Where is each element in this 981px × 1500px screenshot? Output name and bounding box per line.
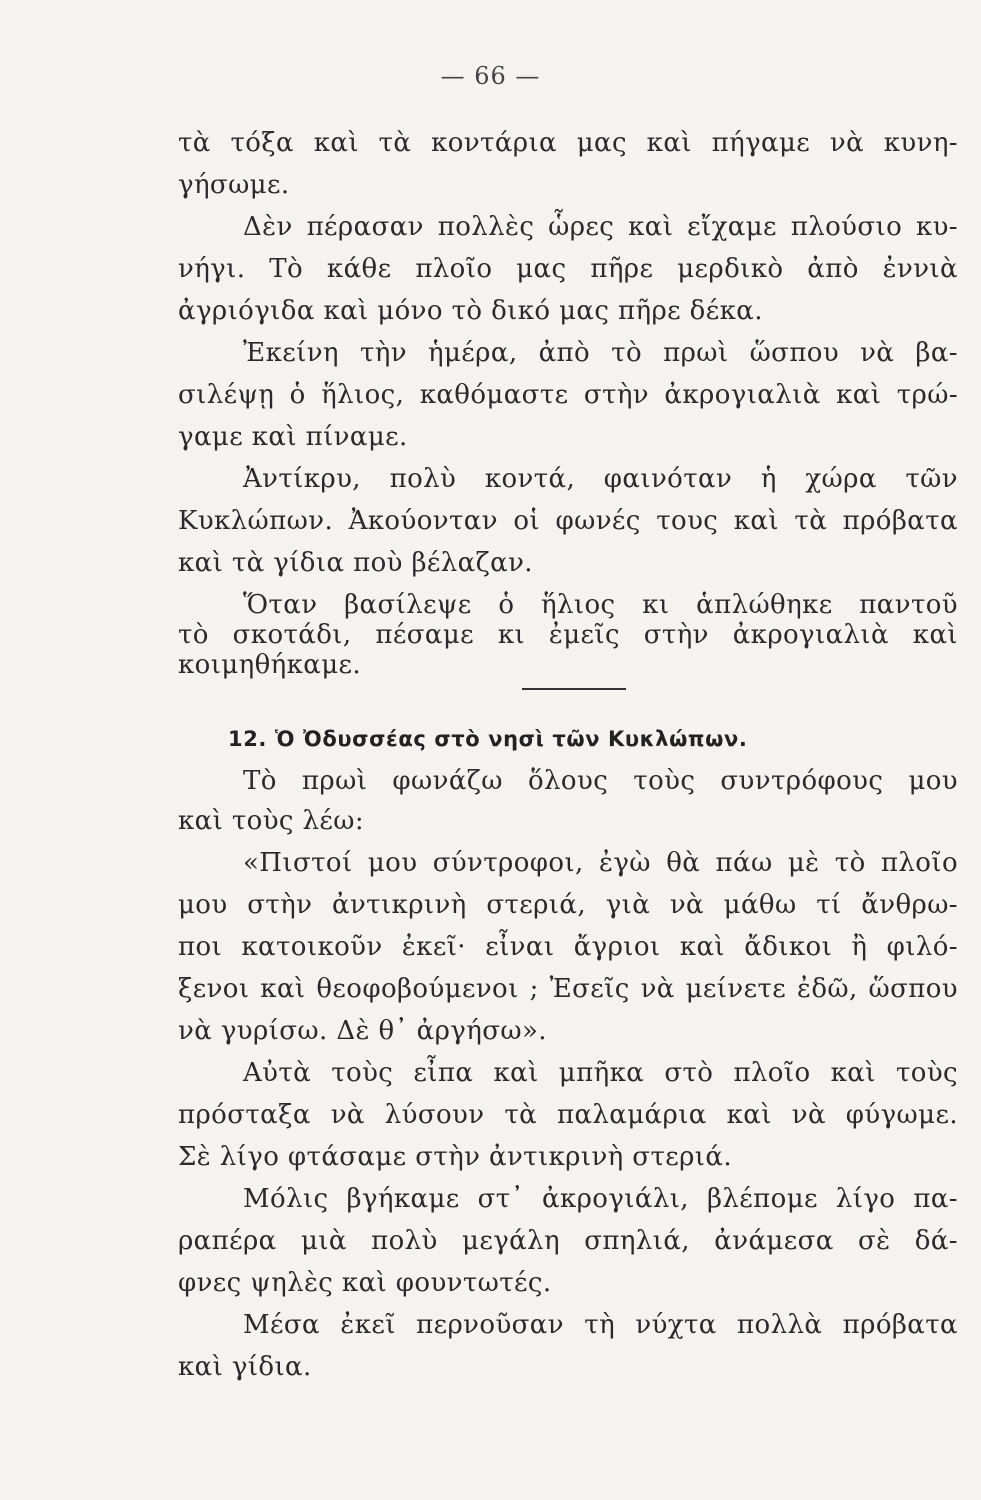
text-line: νὰ γυρίσω. Δὲ θ᾽ ἀργήσω». — [178, 1016, 547, 1046]
text-line: τὰ τόξα καὶ τὰ κοντάρια μας καὶ πήγαμε νὰ κυνη- — [178, 128, 958, 158]
text-line: Μόλις βγήκαμε στ᾽ ἀκρογιάλι, βλέπομε λίγο πα- — [243, 1184, 958, 1214]
text-line: ραπέρα μιὰ πολὺ μεγάλη σπηλιά, ἀνάμεσα σὲ δά- — [178, 1226, 958, 1256]
text-line: Αὐτὰ τοὺς εἶπα καὶ μπῆκα στὸ πλοῖο καὶ τοὺς — [243, 1058, 958, 1088]
text-line: φνες ψηλὲς καὶ φουντωτές. — [178, 1268, 552, 1298]
text-line: σιλέψῃ ὁ ἥλιος, καθόμαστε στὴν ἀκρογιαλιὰ καὶ τρώ- — [178, 380, 958, 410]
text-line: Κυκλώπων. Ἀκούονταν οἱ φωνές τους καὶ τὰ πρόβατα — [178, 506, 958, 536]
text-line: Μέσα ἐκεῖ περνοῦσαν τὴ νύχτα πολλὰ πρόβατα — [243, 1310, 958, 1340]
text-line: Ἐκείνη τὴν ἡμέρα, ἀπὸ τὸ πρωὶ ὥσπου νὰ βα- — [243, 338, 958, 368]
chapter-heading: 12. Ὁ Ὀδυσσέας στὸ νησὶ τῶν Κυκλώπων. — [228, 727, 748, 751]
text-line: καὶ τὰ γίδια ποὺ βέλαζαν. — [178, 548, 533, 578]
text-line: καὶ τοὺς λέω: — [178, 806, 365, 836]
text-line: «Πιστοί μου σύντροφοι, ἐγὼ θὰ πάω μὲ τὸ πλοῖο — [243, 848, 958, 878]
text-line: ποι κατοικοῦν ἐκεῖ· εἶναι ἄγριοι καὶ ἄδικοι ἢ φιλό- — [178, 932, 958, 962]
text-line: Τὸ πρωὶ φωνάζω ὅλους τοὺς συντρόφους μου — [243, 766, 958, 796]
section-divider — [522, 688, 626, 690]
text-line: νήγι. Τὸ κάθε πλοῖο μας πῆρε μερδικὸ ἀπὸ ἐννιὰ — [178, 254, 958, 284]
text-line: ἀγριόγιδα καὶ μόνο τὸ δικό μας πῆρε δέκα. — [178, 296, 763, 326]
text-line: καὶ γίδια. — [178, 1352, 312, 1382]
text-line: μου στὴν ἀντικρινὴ στεριά, γιὰ νὰ μάθω τί ἄνθρω- — [178, 890, 958, 920]
text-line: Ὅταν βασίλεψε ὁ ἥλιος κι ἁπλώθηκε παντοῦ — [243, 590, 958, 620]
text-line: τὸ σκοτάδι, πέσαμε κι ἐμεῖς στὴν ἀκρογιαλιὰ καὶ — [178, 620, 958, 650]
text-line: Ἀντίκρυ, πολὺ κοντά, φαινόταν ἡ χώρα τῶν — [243, 464, 958, 494]
text-line: ξενοι καὶ θεοφοβούμενοι ; Ἐσεῖς νὰ μείνετε ἐδῶ, ὥσπου — [178, 974, 958, 1004]
page-number: — 66 — — [440, 62, 541, 90]
text-line: Σὲ λίγο φτάσαμε στὴν ἀντικρινὴ στεριά. — [178, 1142, 733, 1172]
text-line: κοιμηθήκαμε. — [178, 650, 362, 680]
text-line: Δὲν πέρασαν πολλὲς ὧρες καὶ εἴχαμε πλούσιο κυ- — [243, 212, 958, 242]
text-line: πρόσταξα νὰ λύσουν τὰ παλαμάρια καὶ νὰ φύγωμε. — [178, 1100, 958, 1130]
text-line: γαμε καὶ πίναμε. — [178, 422, 408, 452]
text-line: γήσωμε. — [178, 170, 290, 200]
